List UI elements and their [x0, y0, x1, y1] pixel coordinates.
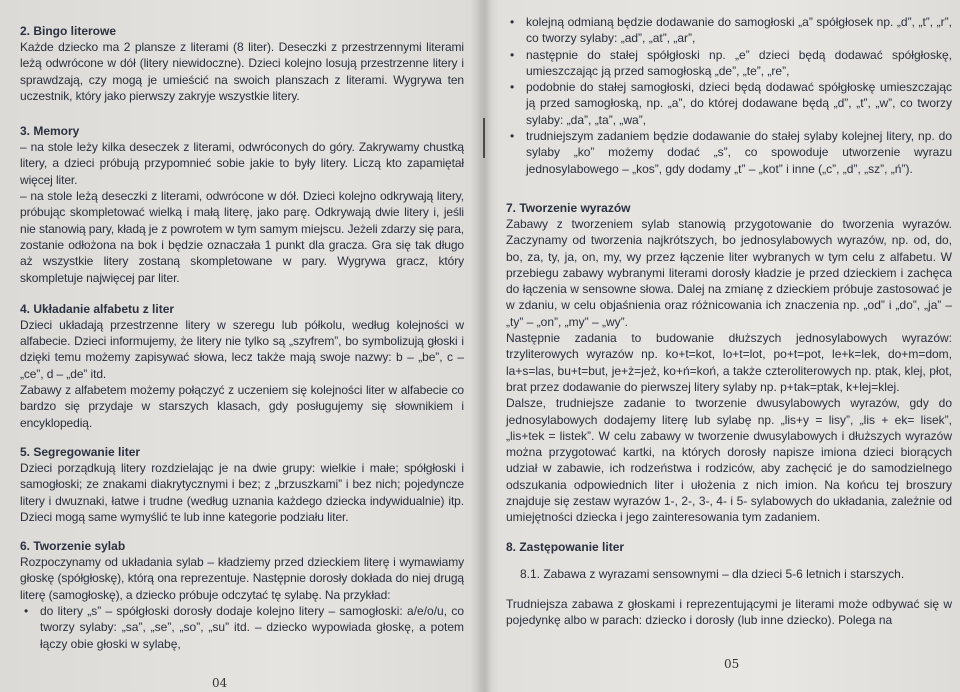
section-syllables — [20, 539, 464, 652]
section-paragraph: Trudniejsza zabawa z głoskami i reprezentującymi je literami może odbywać się w pojedynkę albo w parach: dziecko i dorosły (lub inne dziecko). Polega na — [506, 596, 952, 628]
section-paragraph: – na stole leży kilka deseczek z literami, odwróconych do góry. Zakrywamy chustką litery, a dzieci próbują przypomnieć sobie jakie to były litery. Liczą kto zapamiętał więcej liter. — [20, 140, 464, 187]
section-paragraph: Dalsze, trudniejsze zadanie to tworzenie dwusylabowych wyrazów, gdy do jednosylabowych dodajemy literę lub sylabę np. „lis+y = lisy”, „lis + ek= lisek”, „lis+tek = listek”. W celu zabawy w tworzenie dwusylabowych i dłuższych wyrazów można przygotować kartki, na których dorosły napisze imiona dzieci biorących udział w zabawie, ich rodzeństwa i rodziców, aby zachęcić je do samodzielnego odszukania odpowiednich liter i ułożenia z nich imion. Na końcu tej broszury znajduje się zestaw wyrazów 1-, 2-, 3-, 4- i 5- sylabowych do układania, zależnie od umiejętności dziecka i jego zainteresowania tym zadaniem. — [506, 396, 952, 525]
margin-mark — [483, 118, 485, 158]
section-words — [506, 201, 952, 526]
section-paragraph: Zabawy z alfabetem możemy połączyć z uczeniem się kolejności liter w alfabecie co bardzo się przydaje w starszych klasach, gdy posługujemy się słownikiem i encyklopedią. — [20, 383, 464, 430]
bullet-list — [506, 14, 952, 177]
list-item: • kolejną odmianą będzie dodawanie do samogłoski „a” spółgłosek np. „d”, „t”, „r”, co tworzy sylaby: „ad”, „at”, „ar”, — [506, 14, 952, 47]
section-alphabet — [20, 302, 464, 431]
right-page — [490, 0, 960, 692]
list-item: • następnie do stałej spółgłoski np. „e” dzieci będą dodawać spółgłoskę, umieszczając ją przed samogłoską „de”, „te”, „re”, — [506, 47, 952, 80]
section-paragraph: – na stole leżą deseczki z literami, odwrócone w dół. Dzieci kolejno odkrywają litery, próbując skompletować wielką i małą literę, jako parę. Odkrywają dwie litery i, jeśli nie stanowią pary, kładą je z powrotem w tym samym miejscu. Jeżeli zdarzy się para, zostanie odłożona na bok i będzie oznaczała 1 punkt dla gracza. Gra się tak długo aż wszystkie litery zostaną skompletowane w pary. Wygrywa gracz, który skompletuje najwięcej par liter. — [20, 189, 464, 285]
bullet-list — [20, 603, 464, 652]
list-item: • trudniejszym zadaniem będzie dodawanie do stałej sylaby kolejnej litery, np. do sylaby „ko” możemy dodać „s”, co spowoduje utworzenie wyrazu jednosylabowego – „kos”, gdy dodamy „t” – „kot” i inne („c”, „d”, „sz”, „ń”). — [506, 128, 952, 177]
list-item: • podobnie do stałej samogłoski, dzieci będą dodawać spółgłoskę umieszczając ją przed samogłoską, np. „a”, do której dodawane będą „d”, „t”, „w”, co tworzy sylaby: „da”, „ta”, „wa”, — [506, 79, 952, 128]
section-replacing — [506, 540, 952, 629]
section-heading: 8. Zastępowanie liter — [506, 539, 625, 554]
section-paragraph: Rozpoczynamy od układania sylab – kładziemy przed dzieckiem literę i wymawiamy głoskę (spółgłoskę), którą ona reprezentuje. Następnie dorosły dokłada do niej drugą literę (samogłoskę), a dziecko próbuje odczytać tę sylabę. Na przykład: — [20, 555, 464, 602]
section-heading: 7. Tworzenie wyrazów — [506, 200, 631, 215]
section-bingo — [20, 24, 464, 104]
section-paragraph: Każde dziecko ma 2 plansze z literami (8 liter). Deseczki z przestrzennymi literami leżą odwrócone w dół (litery niewidoczne). Dzieci kolejno losują przestrzenne litery i sprawdzają, czy mogą je umieścić na swoich planszach z literami. Wygrywa ten uczestnik, który jako pierwszy zakryje wszystkie litery. — [20, 40, 464, 103]
section-paragraph: Zabawy z tworzeniem sylab stanowią przygotowanie do tworzenia wyrazów. Zaczynamy od tworzenia najkrótszych, bo jednosylabowych wyrazów, np. od, do, bo, za, ty, ja, on, my, wy przez łączenie liter wybranych w tym celu z alfabetu. W przebiegu zabawy wybranymi literami dorosły kładzie je przed dzieckiem i zachęca do łączenia w sensowne słowa. Dalej na zmianę z dzieckiem próbuje zastosować je w zdaniu, w celu objaśnienia oraz różnicowania ich znaczenia np. „od” i „do”, „ja” – „ty” – „on”, „my” – „wy”. — [506, 216, 952, 329]
section-memory — [20, 124, 464, 286]
page-number: 05 — [724, 657, 740, 671]
page-number: 04 — [212, 676, 228, 690]
section-segregating — [20, 445, 464, 525]
section-paragraph: Dzieci układają przestrzenne litery w szeregu lub półkolu, według kolejności w alfabecie. Dzieci informujemy, że litery nie tylko są „szyfrem”, bo symbolizują głoski i dzięki temu możemy zapisywać słowa, lecz także mają swoje nazwy: b – „be”, c – „ce”, d – „de” itd. — [20, 317, 464, 381]
list-item: • do litery „s” – spółgłoski dorosły dodaje kolejno litery – samogłoski: a/e/o/u, co tworzy sylaby: „sa”, „se”, „so”, „su” itd. – dziecko wypowiada głoskę, a potem łączy obie głoski w sylabę, — [20, 603, 464, 652]
section-paragraph: Następnie zadania to budowanie dłuższych jednosylabowych wyrazów: trzyliterowych wyrazów np. ko+t=kot, lo+t=lot, po+t=pot, le+k=lek, do+m=dom, la+s=las, bu+t=but, je+ż=jeż, ko+ń=koń, a także czteroliterowych np. ptak, klej, płot, brat przez dodawanie do pierwszej litery sylaby np. p+tak=ptak, k+lej=klej. — [506, 331, 952, 394]
section-heading: 6. Tworzenie sylab — [20, 539, 126, 554]
section-heading: 4. Układanie alfabetu z liter — [20, 301, 175, 316]
section-heading: 2. Bingo literowe — [20, 24, 117, 38]
subsection-heading: 8.1. Zabawa z wyrazami sensownymi – dla dzieci 5-6 letnich i starszych. — [520, 566, 905, 581]
section-paragraph: Dzieci porządkują litery rozdzielając je na dwie grupy: wielkie i małe; spółgłoski i samogłoski; ze znakami diakrytycznymi i bez; z „brzuszkami” i bez nich; pojedyncze litery i dwuznaki, łatwe i trudne (według uznania każdego dziecka indywidualnie) itp. Dzieci mogą same wymyślić te lub inne kategorie podziału liter. — [20, 460, 464, 524]
section-heading: 5. Segregowanie liter — [20, 444, 141, 459]
section-heading: 3. Memory — [20, 124, 80, 139]
